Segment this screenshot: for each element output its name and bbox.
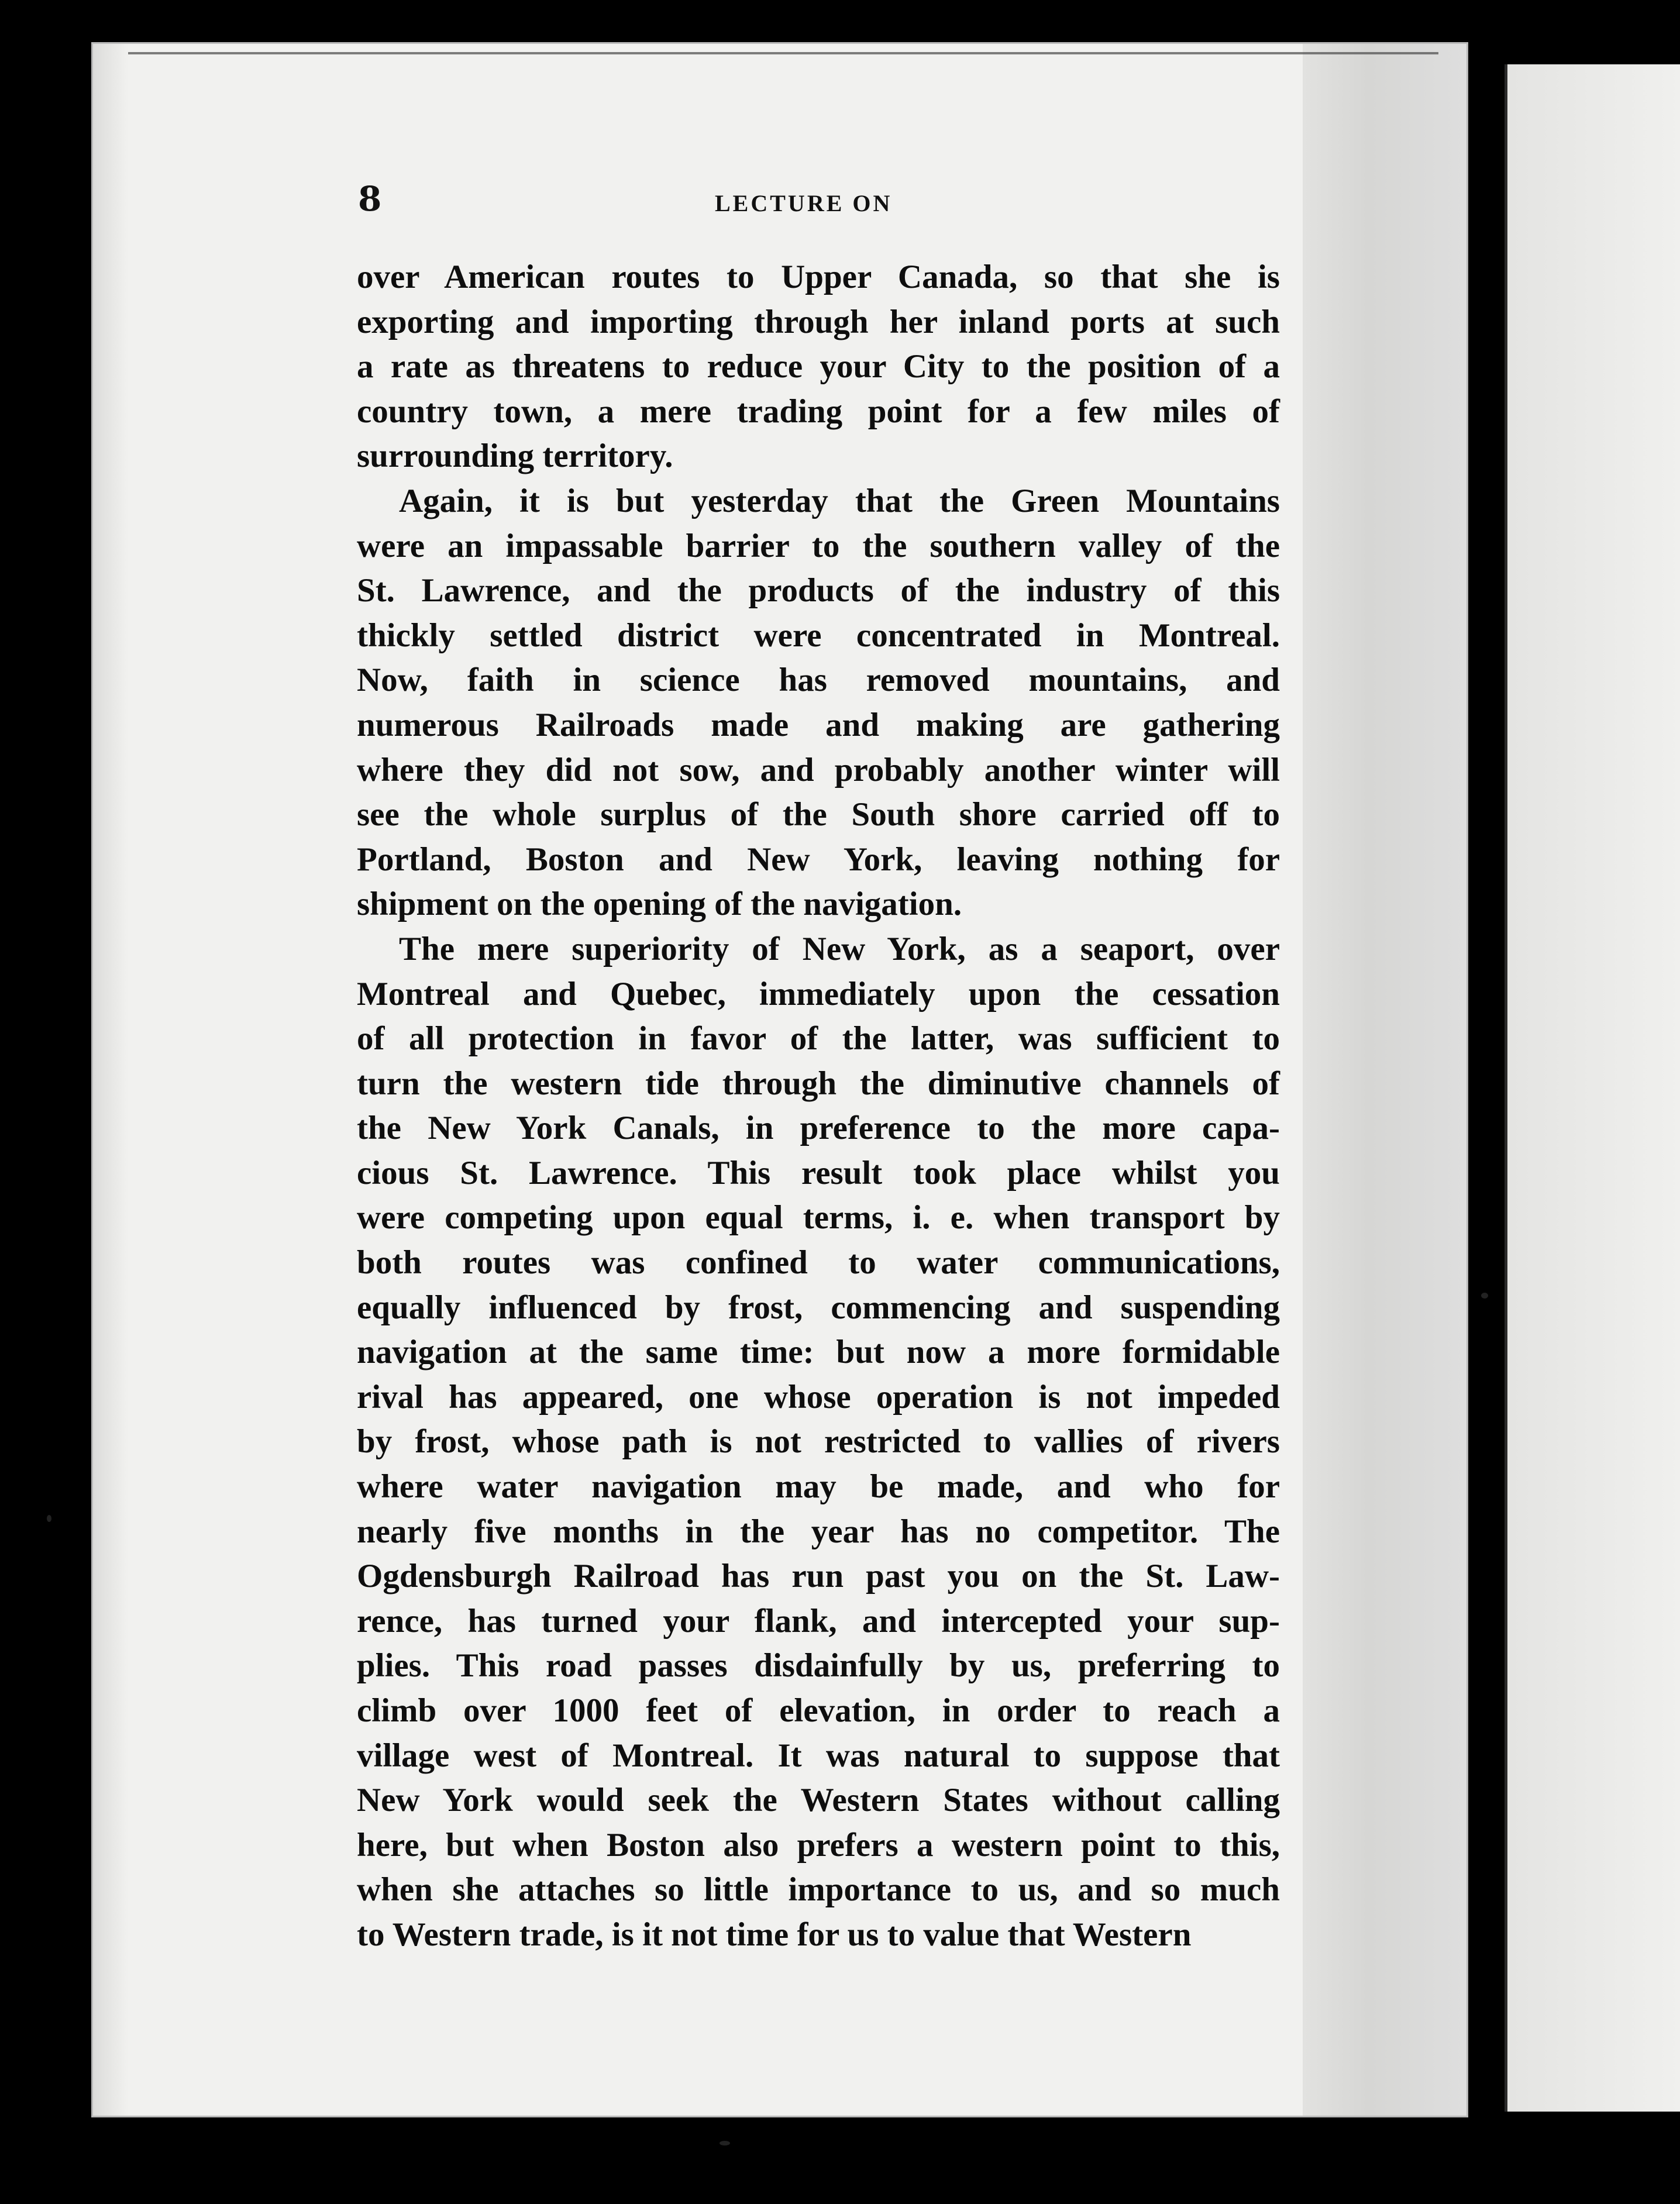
text-line: village west of Montreal. It was natural to suppose that: [357, 1737, 1280, 1774]
body-text: [357, 255, 1280, 1958]
text-line: surrounding territory.: [357, 438, 673, 475]
text-line: Portland, Boston and New York, leaving nothing for: [357, 841, 1280, 878]
text-line: exporting and importing through her inland ports at such: [357, 303, 1280, 340]
page-header: [264, 170, 1282, 234]
text-line: when she attaches so little importance to us, and so much: [357, 1871, 1280, 1909]
text-line: The mere superiority of New York, as a seaport, over: [399, 930, 1280, 967]
text-line: nearly five months in the year has no competitor. The: [357, 1513, 1280, 1550]
text-line: here, but when Boston also prefers a western point to this,: [357, 1826, 1280, 1864]
text-line: navigation at the same time: but now a more formidable: [357, 1334, 1280, 1371]
text-line: the New York Canals, in preference to the more capa-: [357, 1110, 1280, 1147]
page-top-edge: [128, 52, 1438, 54]
text-line: numerous Railroads made and making are gathering: [357, 706, 1280, 743]
text-line: were an impassable barrier to the southern valley of the: [357, 527, 1280, 564]
text-line: New York would seek the Western States without calling: [357, 1782, 1280, 1819]
page-edge-shadow: [1303, 44, 1466, 2116]
text-line: a rate as threatens to reduce your City to the position of a: [357, 348, 1280, 385]
text-line: cious St. Lawrence. This result took place whilst you: [357, 1154, 1280, 1191]
text-line: thickly settled district were concentrated in Montreal.: [357, 617, 1280, 654]
text-line: Again, it is but yesterday that the Green Mountains: [399, 482, 1280, 519]
text-line: Montreal and Quebec, immediately upon the cessation: [357, 975, 1280, 1013]
text-line: of all protection in favor of the latter, was sufficient to: [357, 1020, 1280, 1058]
text-line: see the whole surplus of the South shore carried off to: [357, 796, 1280, 834]
text-line: rival has appeared, one whose operation is not impeded: [357, 1378, 1280, 1416]
text-line: rence, has turned your flank, and intercepted your sup-: [357, 1602, 1280, 1640]
text-line: where water navigation may be made, and who for: [357, 1468, 1280, 1506]
text-line: country town, a mere trading point for a few miles of: [357, 392, 1280, 430]
text-line: over American routes to Upper Canada, so that she is: [357, 259, 1280, 295]
facing-page-edge: [1505, 64, 1680, 2112]
text-line: St. Lawrence, and the products of the industry of this: [357, 572, 1280, 609]
text-line: plies. This road passes disdainfully by us, preferring to: [357, 1647, 1280, 1685]
text-line: turn the western tide through the diminutive channels of: [357, 1065, 1280, 1102]
text-line: by frost, whose path is not restricted to vallies of rivers: [357, 1423, 1280, 1461]
paragraph: [357, 927, 1280, 1958]
page-number: 8: [358, 179, 382, 219]
text-line: to Western trade, is it not time for us to value that Western: [357, 1916, 1192, 1953]
text-line: were competing upon equal terms, i. e. when transport by: [357, 1199, 1280, 1237]
scan-speck: [719, 2141, 730, 2146]
page-gutter: [93, 44, 128, 2116]
text-line: where they did not sow, and probably another winter will: [357, 751, 1280, 788]
scan-speck: [1481, 1293, 1488, 1299]
text-line: equally influenced by frost, commencing and suspending: [357, 1289, 1280, 1326]
scan-speck: [47, 1515, 51, 1522]
paragraph: [357, 479, 1280, 927]
text-line: both routes was confined to water communications,: [357, 1244, 1280, 1282]
text-line: shipment on the opening of the navigation.: [357, 886, 962, 923]
running-head: LECTURE ON: [715, 190, 893, 216]
paragraph: [357, 255, 1280, 479]
text-line: Ogdensburgh Railroad has run past you on the St. Law-: [357, 1558, 1280, 1595]
text-line: climb over 1000 feet of elevation, in order to reach a: [357, 1692, 1280, 1729]
text-line: Now, faith in science has removed mountains, and: [357, 662, 1280, 699]
